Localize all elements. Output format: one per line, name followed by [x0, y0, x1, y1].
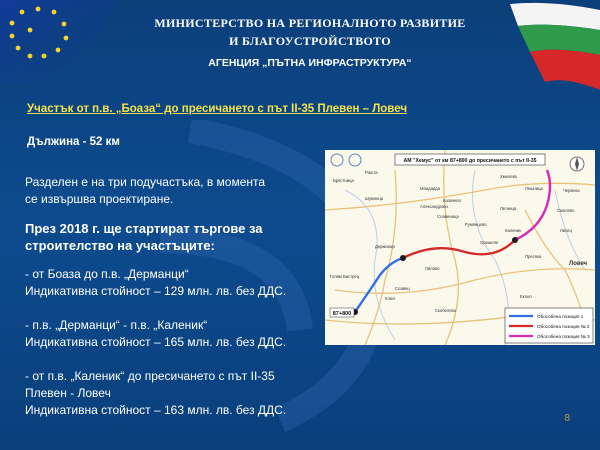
- route-node: [512, 237, 518, 243]
- ministry-line-1: МИНИСТЕРСТВО НА РЕГИОНАЛНОТО РАЗВИТИЕ: [154, 16, 466, 30]
- map-place: Лисец: [560, 228, 572, 233]
- intro-line-2: се извършва проектиране.: [25, 192, 174, 206]
- map-place: Румянцево: [465, 222, 487, 227]
- route-map: [325, 150, 595, 345]
- subsection-item: [25, 266, 330, 300]
- legend-label: Обособена позиция № 3: [537, 334, 590, 339]
- map-place: Рашта: [365, 170, 378, 175]
- map-place: Орешене: [480, 240, 499, 245]
- eu-flag-icon: [0, 0, 120, 85]
- subsection-item: [25, 317, 330, 351]
- subsection-value: Индикативна стойност – 165 млн. лв. без ДДС.: [25, 335, 287, 349]
- map-place: Лешница: [525, 186, 543, 191]
- map-legend: [505, 308, 593, 343]
- page-number: 8: [564, 413, 570, 424]
- tender-line-2: строителство на участъците:: [25, 238, 215, 253]
- map-place: Ловеч: [569, 261, 588, 267]
- map-place: Летница: [500, 206, 517, 211]
- map-place: Пресяка: [525, 254, 542, 259]
- map-place: Еклел: [520, 294, 532, 299]
- map-place: Брестница: [333, 178, 354, 183]
- legend-label: Обособена позиция 1: [537, 314, 584, 319]
- map-place: Дерманци: [375, 244, 395, 249]
- intro-line-1: Разделен е на три подучастъка, в момента: [25, 175, 266, 189]
- map-place: Червена: [563, 188, 580, 193]
- tender-text: [25, 220, 315, 254]
- map-place: Скобелево: [435, 308, 457, 313]
- map-place: Славец: [395, 286, 410, 291]
- subsection-item: [25, 368, 330, 419]
- ministry-title: [120, 14, 500, 50]
- route-node: [400, 255, 406, 261]
- agency-title: АГЕНЦИЯ „ПЪТНА ИНФРАСТРУКТУРА“: [208, 57, 412, 69]
- map-place: Лилово: [425, 266, 440, 271]
- route-title: Участък от п.в. „Боаза“ до пресичането с път II-35 Плевен – Ловеч: [27, 103, 408, 115]
- map-place: Славеница: [437, 214, 459, 219]
- map-place: Шумнеца: [365, 196, 384, 201]
- km-marker: 87+800: [332, 311, 352, 317]
- subsection-value: Индикативна стойност – 129 млн. лв. без ДДС.: [25, 284, 287, 298]
- tender-line-1: През 2018 г. ще стартират търгове за: [25, 221, 263, 236]
- map-place: Мандарда: [420, 186, 440, 191]
- subsection-list: [25, 266, 330, 436]
- subsection-name: - от Боаза до п.в. „Дерманци“: [25, 267, 189, 281]
- legend-label: Обособена позиция № 2: [537, 324, 590, 329]
- subsection-name: - от п.в. „Каленик“ до пресичането с път II-35: [25, 369, 275, 383]
- route-length: Дължина - 52 км: [27, 136, 120, 148]
- compass-icon: [570, 157, 584, 171]
- subsection-name: - п.в. „Дерманци“ - п.в. „Каленик“: [25, 318, 208, 332]
- map-place: Голям Бистрец: [330, 274, 360, 279]
- bulgarian-flag-icon: [490, 0, 600, 90]
- map-place: Казачево: [443, 198, 461, 203]
- map-place: Смолево: [557, 208, 575, 213]
- map-place: Хмелево: [500, 174, 518, 179]
- map-title: АМ "Хемус" от км 87+800 до пресичането с път II-35: [403, 158, 537, 164]
- subsection-name-continued: Плевен - Ловеч: [25, 386, 111, 400]
- map-place: Александрово: [420, 204, 448, 209]
- map-place: Ключ: [385, 296, 396, 301]
- intro-text: [25, 174, 315, 208]
- subsection-value: Индикативна стойност – 163 млн. лв. без ДДС.: [25, 403, 287, 417]
- map-place: Каленик: [505, 228, 522, 233]
- ministry-line-2: И БЛАГОУСТРОЙСТВОТО: [229, 34, 391, 48]
